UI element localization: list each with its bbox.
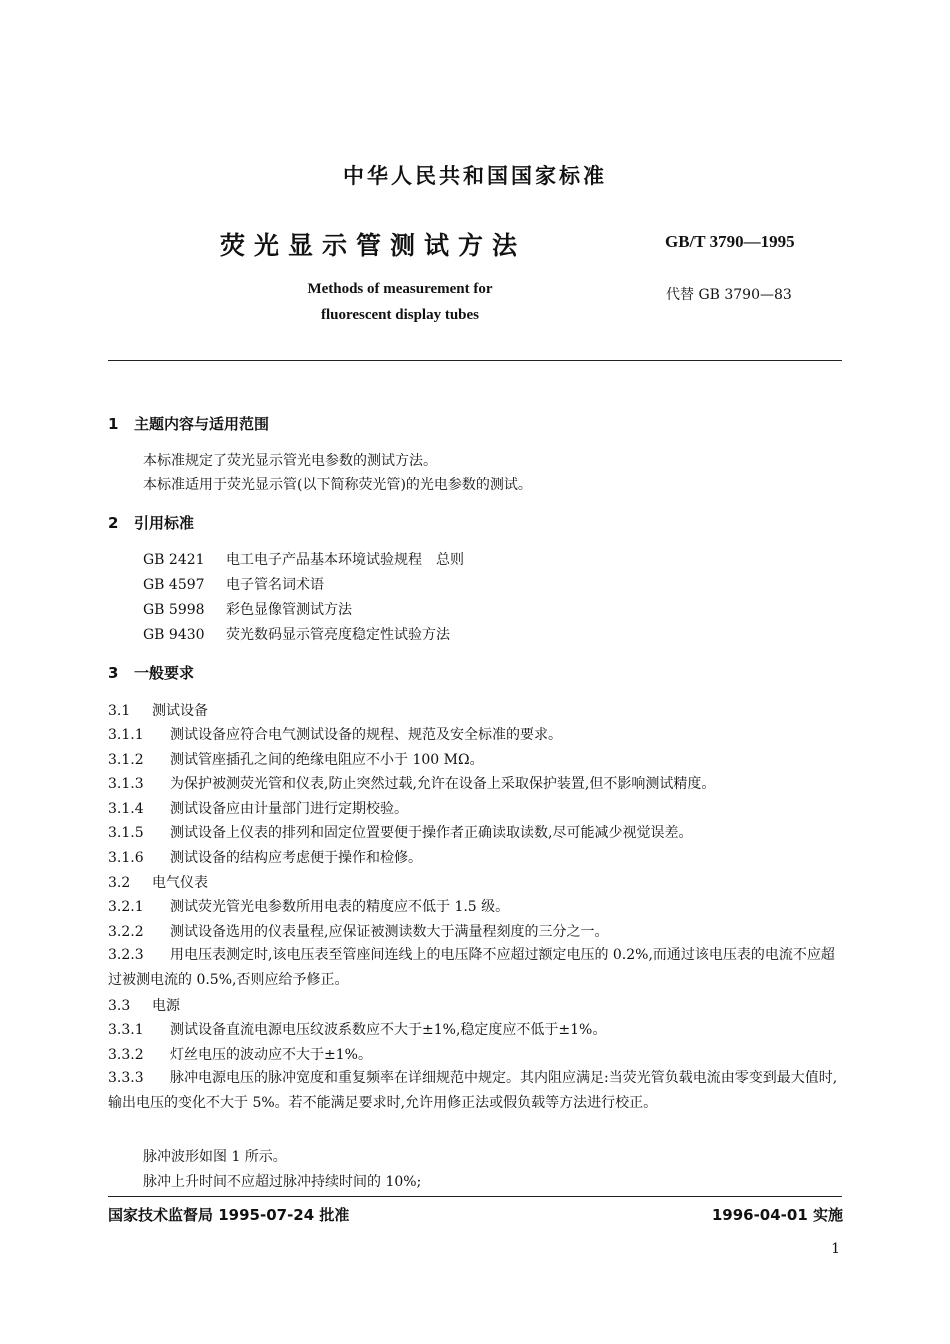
section-1-heading — [108, 413, 269, 434]
clause-3-3-2 — [108, 1044, 372, 1064]
clause-text: 测试设备的结构应考虑便于操作和检修。 — [170, 850, 422, 866]
clause-3-1-6 — [108, 847, 422, 867]
clause-text: 电源 — [152, 998, 180, 1014]
clause-3-3 — [108, 995, 180, 1015]
clause-3-2 — [108, 872, 208, 892]
approval-note: 国家技术监督局 1995-07-24 批准 — [108, 1206, 350, 1224]
clause-3-1-2 — [108, 749, 484, 769]
clause-3-3-1 — [108, 1019, 606, 1039]
section-number: 3 — [108, 664, 119, 682]
clause-text: 脉冲电源电压的脉冲宽度和重复频率在详细规范中规定。其内阻应满足:当荧光管负载电流由零变到最大值时,输出电压的变化不大于 5%。若不能满足要求时,允许用修正法或假负载等方法进行校正。 — [108, 1070, 838, 1111]
clause-number: 3.1.3 — [108, 776, 144, 792]
clause-3-1 — [108, 700, 208, 720]
clause-text: 电气仪表 — [152, 875, 208, 891]
paragraph: 本标准规定了荧光显示管光电参数的测试方法。 — [143, 453, 437, 469]
section-title: 主题内容与适用范围 — [134, 415, 270, 433]
reference-item — [143, 574, 324, 594]
section-2-heading — [108, 512, 194, 533]
clause-number: 3.1.6 — [108, 850, 144, 866]
clause-number: 3.1 — [108, 703, 131, 719]
section-title: 引用标准 — [134, 514, 195, 532]
clause-number: 3.1.5 — [108, 825, 144, 841]
reference-title: 电子管名词术语 — [226, 577, 324, 593]
clause-text: 为保护被测荧光管和仪表,防止突然过载,允许在设备上采取保护装置,但不影响测试精度。 — [170, 776, 716, 792]
clause-text: 测试设备上仪表的排列和固定位置要便于操作者正确读取读数,尽可能减少视觉误差。 — [170, 825, 693, 841]
reference-code: GB 4597 — [143, 577, 205, 593]
paragraph: 脉冲上升时间不应超过脉冲持续时间的 10%; — [143, 1174, 422, 1190]
clause-text: 用电压表测定时,该电压表至管座间连线上的电压降不应超过额定电压的 0.2%,而通过该电压表的电流不应超过被测电流的 0.5%,否则应给予修正。 — [108, 947, 835, 988]
clause-3-1-4 — [108, 798, 408, 818]
clause-text: 灯丝电压的波动应不大于±1%。 — [170, 1047, 372, 1063]
clause-3-3-3 — [108, 1066, 844, 1115]
clause-text: 测试荧光管光电参数所用电表的精度应不低于 1.5 级。 — [170, 899, 510, 915]
reference-title: 电工电子产品基本环境试验规程 总则 — [226, 552, 464, 568]
section-title: 一般要求 — [134, 664, 195, 682]
reference-item — [143, 599, 352, 619]
clause-number: 3.1.4 — [108, 801, 144, 817]
replaces-standard: 代替 GB 3790—83 — [666, 287, 792, 303]
clause-number: 3.1.1 — [108, 727, 144, 743]
paragraph: 本标准适用于荧光显示管(以下简称荧光管)的光电参数的测试。 — [143, 477, 532, 493]
clause-3-1-1 — [108, 724, 562, 744]
section-number: 1 — [108, 415, 119, 433]
clause-number: 3.2.2 — [108, 924, 144, 940]
reference-code: GB 9430 — [143, 627, 205, 643]
clause-3-2-1 — [108, 896, 509, 916]
clause-number: 3.2 — [108, 875, 131, 891]
clause-number: 3.3.2 — [108, 1047, 144, 1063]
page-number: 1 — [831, 1241, 840, 1257]
clause-number: 3.3.3 — [108, 1070, 144, 1086]
clause-number: 3.3.1 — [108, 1022, 144, 1038]
clause-3-1-5 — [108, 822, 692, 842]
clause-number: 3.2.1 — [108, 899, 144, 915]
clause-text: 测试设备应由计量部门进行定期校验。 — [170, 801, 408, 817]
effective-date: 1996-04-01 实施 — [711, 1206, 843, 1224]
reference-code: GB 5998 — [143, 602, 205, 618]
clause-3-1-3 — [108, 773, 715, 793]
title-en-line-1: Methods of measurement for — [307, 281, 493, 297]
reference-code: GB 2421 — [143, 552, 205, 568]
standard-number: GB/T 3790—1995 — [665, 232, 795, 251]
footer-divider — [108, 1196, 842, 1197]
clause-number: 3.3 — [108, 998, 131, 1014]
reference-item — [143, 624, 450, 644]
reference-title: 荧光数码显示管亮度稳定性试验方法 — [226, 627, 450, 643]
document-title-cn: 荧光显示管测试方法 — [220, 231, 527, 260]
clause-text: 测试设备选用的仪表量程,应保证被测读数大于满量程刻度的三分之一。 — [170, 924, 609, 940]
standard-type-heading: 中华人民共和国国家标准 — [343, 164, 607, 188]
clause-text: 测试设备应符合电气测试设备的规程、规范及安全标准的要求。 — [170, 727, 562, 743]
clause-text: 测试设备 — [152, 703, 208, 719]
paragraph: 脉冲波形如图 1 所示。 — [143, 1149, 287, 1165]
reference-title: 彩色显像管测试方法 — [226, 602, 352, 618]
clause-3-2-2 — [108, 921, 608, 941]
clause-text: 测试设备直流电源电压纹波系数应不大于±1%,稳定度应不低于±1%。 — [170, 1022, 607, 1038]
header-divider — [108, 360, 842, 361]
reference-item — [143, 549, 464, 569]
title-en-line-2: fluorescent display tubes — [320, 307, 480, 323]
document-title-en — [240, 276, 560, 328]
section-3-heading — [108, 662, 194, 683]
clause-number: 3.2.3 — [108, 947, 144, 963]
section-number: 2 — [108, 514, 119, 532]
clause-text: 测试管座插孔之间的绝缘电阻应不小于 100 MΩ。 — [170, 752, 484, 768]
clause-number: 3.1.2 — [108, 752, 144, 768]
clause-3-2-3 — [108, 943, 844, 992]
